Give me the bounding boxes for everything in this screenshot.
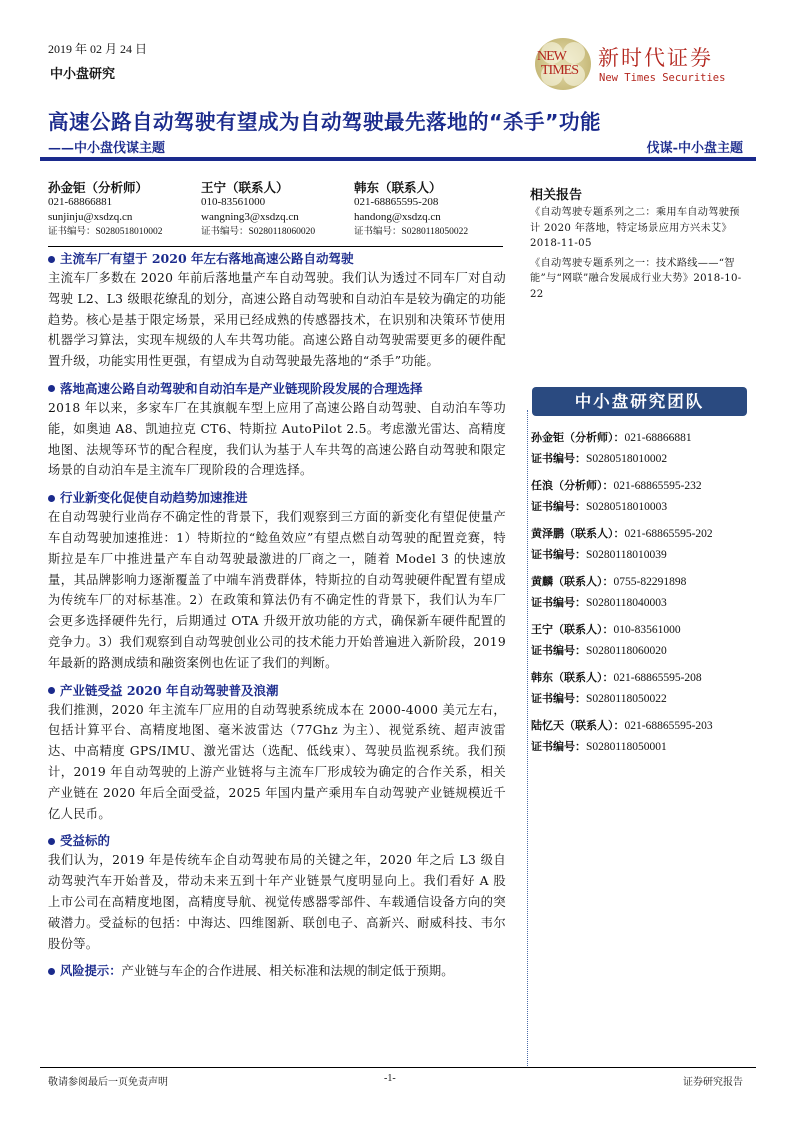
section-heading-text: 受益标的 bbox=[60, 833, 111, 849]
member-cert: S0280118040003 bbox=[586, 597, 667, 609]
company-name-en: New Times Securities bbox=[599, 72, 726, 84]
section bbox=[48, 832, 506, 954]
related-report-link[interactable]: 《自动驾驶专题系列之二：乘用车自动驾驶预计 2020 年落地，特定场景应用方兴未艾》2018-11-05 bbox=[530, 207, 740, 249]
member-cert: S0280118050001 bbox=[586, 741, 667, 753]
member-cert: S0280118050022 bbox=[586, 693, 667, 705]
team-member bbox=[531, 619, 761, 661]
related-reports-heading: 相关报告 bbox=[530, 188, 583, 203]
member-phone: 021-68865595-232 bbox=[613, 480, 702, 492]
section-heading bbox=[48, 832, 506, 850]
analyst-divider bbox=[48, 246, 503, 247]
section-body: 我们认为，2019 年是传统车企自动驾驶布局的关键之年，2020 年之后 L3 级自动驾驶汽车开始普及，带动未来五到十年产业链景气度明显向上。我们看好 A 股上市公司在高精度地图，高精度导航、视觉传感器零部件、车载通信设备方向的突破潜力。受益标的包括：中海达、四维图新、联创电子、高新兴、耐威科技、韦尔股份等。 bbox=[48, 853, 506, 951]
bullet-icon bbox=[48, 968, 55, 975]
related-report-link[interactable]: 《自动驾驶专题系列之一：技术路线——“智能”与“网联”融合发展成行业大势》2018-10-22 bbox=[530, 257, 742, 300]
analyst-card bbox=[201, 178, 315, 239]
section-heading bbox=[48, 380, 506, 398]
team-member bbox=[531, 571, 761, 613]
member-name: 任浪（分析师）： bbox=[531, 479, 614, 492]
footer-divider bbox=[40, 1067, 756, 1068]
analyst-name: 韩东（联系人） bbox=[354, 180, 442, 195]
member-phone: 0755-82291898 bbox=[613, 576, 687, 588]
analyst-email[interactable]: wangning3@xsdzq.cn bbox=[201, 211, 299, 223]
analyst-name: 孙金钜（分析师） bbox=[48, 180, 149, 195]
analyst-card bbox=[354, 178, 468, 239]
member-cert-label: 证书编号： bbox=[531, 740, 586, 753]
report-theme-tag: 伐谋-中小盘主题 bbox=[646, 141, 743, 156]
risk-text: 产业链与车企的合作进展、相关标准和法规的制定低于预期。 bbox=[121, 964, 454, 979]
sidebar-dotted-divider bbox=[527, 410, 528, 1066]
section-heading-text: 落地高速公路自动驾驶和自动泊车是产业链现阶段发展的合理选择 bbox=[60, 380, 423, 396]
badge-text-times: TIMES bbox=[541, 63, 578, 78]
team-member bbox=[531, 715, 761, 757]
badge-text-new: NEW bbox=[537, 49, 566, 64]
analyst-name: 王宁（联系人） bbox=[201, 180, 289, 195]
new-times-badge-icon bbox=[535, 38, 591, 90]
section-heading-text: 行业新变化促使自动趋势加速推进 bbox=[60, 490, 248, 506]
member-cert-label: 证书编号： bbox=[531, 452, 586, 465]
section-heading bbox=[48, 489, 506, 507]
bullet-icon bbox=[48, 838, 55, 845]
section-body: 我们推测，2020 年主流车厂应用的自动驾驶系统成本在 2000-4000 美元左右，包括计算平台、高精度地图、毫米波雷达（77Ghz 为主）、视觉系统、超声波雷达、中高精度 GPS/IMU、激光雷达（选配、低线束）、驾驶员监视系统。我们预计，2019 年自动驾驶的上游产业链将与主流车厂形成较为确定的合作关系，相关产业链在 2020 年后全面受益，2025 年国内量产乘用车自动驾驶产业链规模近千亿人民币。 bbox=[48, 702, 506, 821]
member-cert-label: 证书编号： bbox=[531, 644, 586, 657]
member-cert-label: 证书编号： bbox=[531, 692, 586, 705]
analyst-cert: 证书编号：S0280118060020 bbox=[201, 227, 316, 237]
member-cert: S0280118060020 bbox=[586, 645, 667, 657]
team-member bbox=[531, 427, 761, 469]
analyst-card bbox=[48, 178, 163, 239]
section bbox=[48, 682, 506, 825]
member-cert: S0280118010039 bbox=[586, 549, 667, 561]
company-name-cn: 新时代证券 bbox=[598, 46, 713, 70]
member-name: 陆忆天（联系人）： bbox=[531, 719, 625, 732]
bullet-icon bbox=[48, 687, 55, 694]
analyst-email[interactable]: sunjinju@xsdzq.cn bbox=[48, 211, 133, 223]
analyst-cert: 证书编号：S0280118050022 bbox=[354, 227, 469, 237]
risk-warning bbox=[48, 962, 506, 980]
analyst-cert: 证书编号：S0280518010002 bbox=[48, 227, 163, 237]
member-name: 孙金钜（分析师）： bbox=[531, 431, 625, 444]
report-title: 高速公路自动驾驶有望成为自动驾驶最先落地的“杀手”功能 bbox=[48, 110, 601, 134]
analyst-phone: 021-68866881 bbox=[48, 196, 113, 208]
report-body bbox=[48, 250, 506, 980]
section-heading-text: 产业链受益 2020 年自动驾驶普及浪潮 bbox=[60, 682, 279, 698]
related-reports-list bbox=[530, 205, 750, 306]
bullet-icon bbox=[48, 495, 55, 502]
report-type: 证券研究报告 bbox=[683, 1077, 743, 1088]
section-body: 在自动驾驶行业尚存不确定性的背景下，我们观察到三方面的新变化有望促使量产车自动驾驶加速推进：1）特斯拉的“鲶鱼效应”有望点燃自动驾驶的配置竞赛，特斯拉是车厂中推进量产车自动驾驶最激进的厂商之一，随着 Model 3 的快速放量，其品牌影响力逐渐覆盖了中端车消费群体，特斯拉的自动驾驶硬件配置有望成为传统车厂的对标基准。2）在政策和算法仍有不确定性的背景下，我们认为车厂会更多选择硬件先行，后期通过 OTA 升级开放功能的方式，确保新车硬件配置的竞争力。3）我们观察到自动驾驶创业公司的技术能力开始普遍进入新阶段，2019 年最新的路测成绩和融资案例也佐证了我们的判断。 bbox=[48, 510, 506, 670]
company-logo bbox=[535, 38, 770, 93]
section-heading bbox=[48, 250, 506, 268]
section-body: 主流车厂多数在 2020 年前后落地量产车自动驾驶。我们认为透过不同车厂对自动驾驶 L2、L3 级眼花缭乱的划分，高速公路自动驾驶和自动泊车是较为确定的功能趋势。核心是基于限定场景，采用已经成熟的传感器技术，在识别和决策环节使用机器学习算法，实现车规级的人车共驾功能。高速公路自动驾驶需要更多的硬件配置升级，功能实用性更强，有望成为自动驾驶最先落地的“杀手”功能。 bbox=[48, 271, 506, 369]
member-phone: 010-83561000 bbox=[613, 624, 681, 636]
report-series: 中小盘研究 bbox=[50, 67, 116, 82]
analyst-phone: 010-83561000 bbox=[201, 196, 266, 208]
member-cert: S0280518010002 bbox=[586, 453, 668, 465]
section bbox=[48, 489, 506, 673]
section-heading-text: 主流车厂有望于 2020 年左右落地高速公路自动驾驶 bbox=[60, 251, 354, 266]
member-cert-label: 证书编号： bbox=[531, 596, 586, 609]
section-heading bbox=[48, 682, 506, 700]
member-name: 韩东（联系人）： bbox=[531, 671, 614, 684]
member-cert-label: 证书编号： bbox=[531, 548, 586, 561]
member-name: 黄麟（联系人）： bbox=[531, 575, 614, 588]
member-phone: 021-68866881 bbox=[624, 432, 692, 444]
team-member bbox=[531, 523, 761, 565]
report-subtitle: ——中小盘伐谋主题 bbox=[48, 141, 166, 156]
bullet-icon bbox=[48, 385, 55, 392]
disclaimer-note: 敬请参阅最后一页免责声明 bbox=[48, 1077, 168, 1088]
section bbox=[48, 380, 506, 481]
team-member bbox=[531, 475, 761, 517]
page-number: -1- bbox=[384, 1073, 396, 1084]
section-body: 2018 年以来，多家车厂在其旗舰车型上应用了高速公路自动驾驶、自动泊车等功能，如奥迪 A8、凯迪拉克 CT6、特斯拉 AutoPilot 2.5。考虑激光雷达、高精度地图、法规等环节的配合程度，我们认为基于人车共驾的高速公路自动驾驶和限定场景的自动泊车是主流车厂现阶段的合理选择。 bbox=[48, 400, 506, 478]
member-phone: 021-68865595-203 bbox=[624, 720, 713, 732]
member-cert-label: 证书编号： bbox=[531, 500, 586, 513]
analyst-contacts bbox=[48, 178, 508, 248]
bullet-icon bbox=[48, 256, 55, 263]
research-team-heading: 中小盘研究团队 bbox=[532, 387, 747, 416]
risk-label: 风险提示： bbox=[60, 963, 122, 979]
report-date: 2019 年 02 月 24 日 bbox=[48, 42, 148, 56]
member-phone: 021-68865595-202 bbox=[624, 528, 713, 540]
research-team-list bbox=[531, 427, 761, 763]
title-divider bbox=[40, 157, 756, 161]
member-phone: 021-68865595-208 bbox=[613, 672, 702, 684]
section bbox=[48, 250, 506, 372]
analyst-phone: 021-68865595-208 bbox=[354, 196, 439, 208]
member-cert: S0280518010003 bbox=[586, 501, 668, 513]
member-name: 王宁（联系人）： bbox=[531, 623, 614, 636]
member-name: 黄泽鹏（联系人）： bbox=[531, 527, 625, 540]
analyst-email[interactable]: handong@xsdzq.cn bbox=[354, 211, 441, 223]
team-member bbox=[531, 667, 761, 709]
